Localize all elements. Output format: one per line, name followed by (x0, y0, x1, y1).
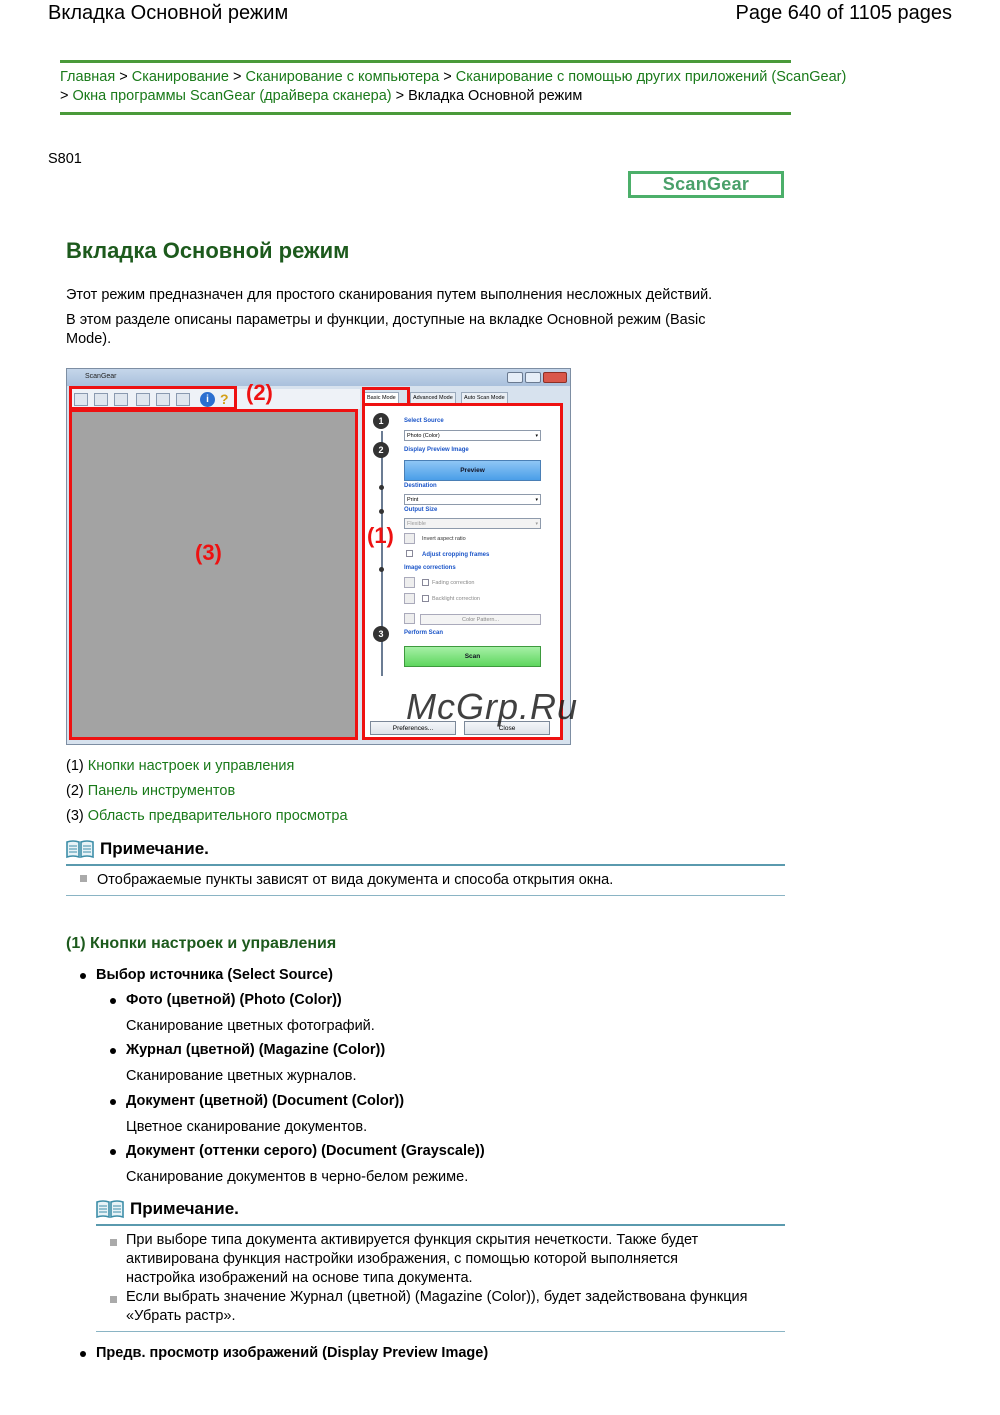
breadcrumb-link-scanning[interactable]: Сканирование (131, 69, 229, 85)
close-icon[interactable] (543, 372, 567, 383)
breadcrumb-link-scangear-windows[interactable]: Окна программы ScanGear (драйвера сканера) (72, 88, 392, 104)
help-icon[interactable]: ? (220, 391, 229, 407)
note-divider (66, 895, 785, 896)
window-title: ScanGear (85, 373, 117, 380)
source-select-value: Photo (Color) (407, 433, 440, 439)
note-heading-text: Примечание. (130, 1199, 239, 1218)
maximize-icon[interactable] (525, 372, 541, 383)
option-name: Документ (цветной) (Document (Color)) (126, 1093, 405, 1109)
scangear-badge-text: ScanGear (662, 174, 750, 194)
bullet-icon (80, 1351, 86, 1357)
breadcrumb-separator: > (232, 69, 242, 85)
tab-auto-scan-mode[interactable]: Auto Scan Mode (461, 392, 508, 404)
note-item-text: Отображаемые пункты зависят от вида документа и способа открытия окна. (97, 872, 614, 888)
info-icon[interactable]: i (200, 392, 215, 407)
note-item (80, 871, 613, 890)
destination-label: Destination (404, 483, 437, 489)
note-divider (96, 1224, 785, 1226)
callout-box-preview (69, 409, 358, 740)
perform-scan-label: Perform Scan (404, 630, 444, 636)
legend-item (66, 783, 235, 799)
invert-aspect-label: Invert aspect ratio (422, 536, 466, 542)
preferences-button[interactable]: Preferences... (370, 721, 456, 735)
book-icon (96, 1199, 124, 1219)
bullet-icon (80, 973, 86, 979)
legend-link-preview-area[interactable]: Область предварительного просмотра (87, 808, 348, 824)
window-titlebar (67, 369, 570, 386)
callout-label-3: (3) (195, 540, 222, 565)
destination-select-value: Print (407, 497, 419, 503)
bullet-square-icon (110, 1296, 117, 1303)
option-name: Журнал (цветной) (Magazine (Color)) (126, 1042, 386, 1058)
output-size-label: Output Size (404, 507, 438, 513)
chevron-down-icon: ▾ (535, 433, 538, 439)
breadcrumb-separator: > (60, 88, 69, 104)
section-heading: (1) Кнопки настроек и управления (66, 935, 337, 952)
note-heading (96, 1199, 239, 1219)
breadcrumb-current: Вкладка Основной режим (408, 88, 583, 104)
document-code: S801 (48, 151, 82, 167)
legend-item (66, 758, 294, 774)
adjust-cropping-label: Adjust cropping frames (422, 552, 490, 558)
minimize-icon[interactable] (507, 372, 523, 383)
page-title: Вкладка Основной режим (66, 238, 350, 263)
legend-link-toolbar[interactable]: Панель инструментов (87, 783, 236, 799)
note-divider (96, 1331, 785, 1332)
fading-label: Fading correction (432, 580, 475, 586)
breadcrumb-link-scangear[interactable]: Сканирование с помощью других приложений (ScanGear) (455, 69, 847, 85)
step-3-badge: 3 (373, 626, 389, 642)
note-item-text: Если выбрать значение Журнал (цветной) (Magazine (Color)), будет задействована функция «Убрать растр». (126, 1289, 748, 1324)
intro-paragraph: Этот режим предназначен для простого сканирования путем выполнения несложных действий. (66, 287, 713, 303)
option-description: Сканирование цветных журналов. (126, 1068, 357, 1084)
backlight-label: Backlight correction (432, 596, 480, 602)
legend-number: (1) (66, 758, 84, 774)
breadcrumb-link-home[interactable]: Главная (60, 69, 116, 85)
callout-box-toolbar (69, 386, 237, 410)
bullet-icon (110, 1149, 116, 1155)
page-header-title: Вкладка Основной режим (48, 2, 289, 24)
select-source-item: Выбор источника (Select Source) (96, 967, 333, 983)
step-2-badge: 2 (373, 442, 389, 458)
book-icon (66, 839, 94, 859)
bullet-square-icon (80, 875, 87, 882)
image-corrections-label: Image corrections (404, 565, 456, 571)
option-description: Сканирование документов в черно-белом режиме. (126, 1169, 469, 1185)
step-1-badge: 1 (373, 413, 389, 429)
chevron-down-icon: ▾ (535, 497, 538, 503)
breadcrumb-link-scan-from-computer[interactable]: Сканирование с компьютера (245, 69, 440, 85)
note-item-text: При выборе типа документа активируется функция скрытия нечеткости. Также будет активирована функция настройки изображения, с помощью которой выполняется настройка изображений на основе типа документа. (126, 1232, 699, 1286)
note-heading (66, 839, 209, 859)
note-item (110, 1231, 750, 1288)
color-pattern-button[interactable]: Color Pattern... (420, 614, 541, 625)
option-name: Документ (оттенки серого) (Document (Grayscale)) (126, 1143, 485, 1159)
display-preview-item: Предв. просмотр изображений (Display Preview Image) (96, 1345, 489, 1361)
option-name: Фото (цветной) (Photo (Color)) (126, 992, 342, 1008)
close-button[interactable]: Close (464, 721, 550, 735)
option-description: Сканирование цветных фотографий. (126, 1018, 375, 1034)
note-heading-text: Примечание. (100, 839, 209, 858)
note-divider (66, 864, 785, 866)
breadcrumb (60, 60, 847, 115)
intro-paragraph: В этом разделе описаны параметры и функции, доступные на вкладке Основной режим (Basic Mode). (66, 312, 706, 347)
tab-advanced-mode[interactable]: Advanced Mode (410, 392, 456, 404)
bullet-icon (110, 1048, 116, 1054)
scangear-badge (628, 171, 784, 198)
preview-button[interactable]: Preview (404, 460, 541, 481)
tab-basic-mode[interactable]: Basic Mode (364, 392, 399, 404)
scan-button[interactable]: Scan (404, 646, 541, 667)
legend-number: (3) (66, 808, 84, 824)
legend-item (66, 808, 348, 824)
bullet-icon (110, 1099, 116, 1105)
bullet-square-icon (110, 1239, 117, 1246)
note-item (110, 1288, 750, 1326)
chevron-down-icon: ▾ (535, 521, 538, 527)
breadcrumb-separator: > (395, 88, 405, 104)
legend-number: (2) (66, 783, 84, 799)
output-size-value: Flexible (407, 521, 426, 527)
select-source-label: Select Source (404, 418, 444, 424)
bullet-icon (110, 998, 116, 1004)
legend-link-settings[interactable]: Кнопки настроек и управления (87, 758, 295, 774)
callout-label-2: (2) (246, 380, 273, 405)
breadcrumb-separator: > (443, 69, 452, 85)
breadcrumb-separator: > (119, 69, 128, 85)
callout-label-1: (1) (367, 523, 394, 548)
watermark: McGrp.Ru (406, 686, 579, 727)
option-description: Цветное сканирование документов. (126, 1119, 368, 1135)
display-preview-label: Display Preview Image (404, 447, 469, 453)
page-counter: Page 640 of 1105 pages (735, 2, 952, 24)
